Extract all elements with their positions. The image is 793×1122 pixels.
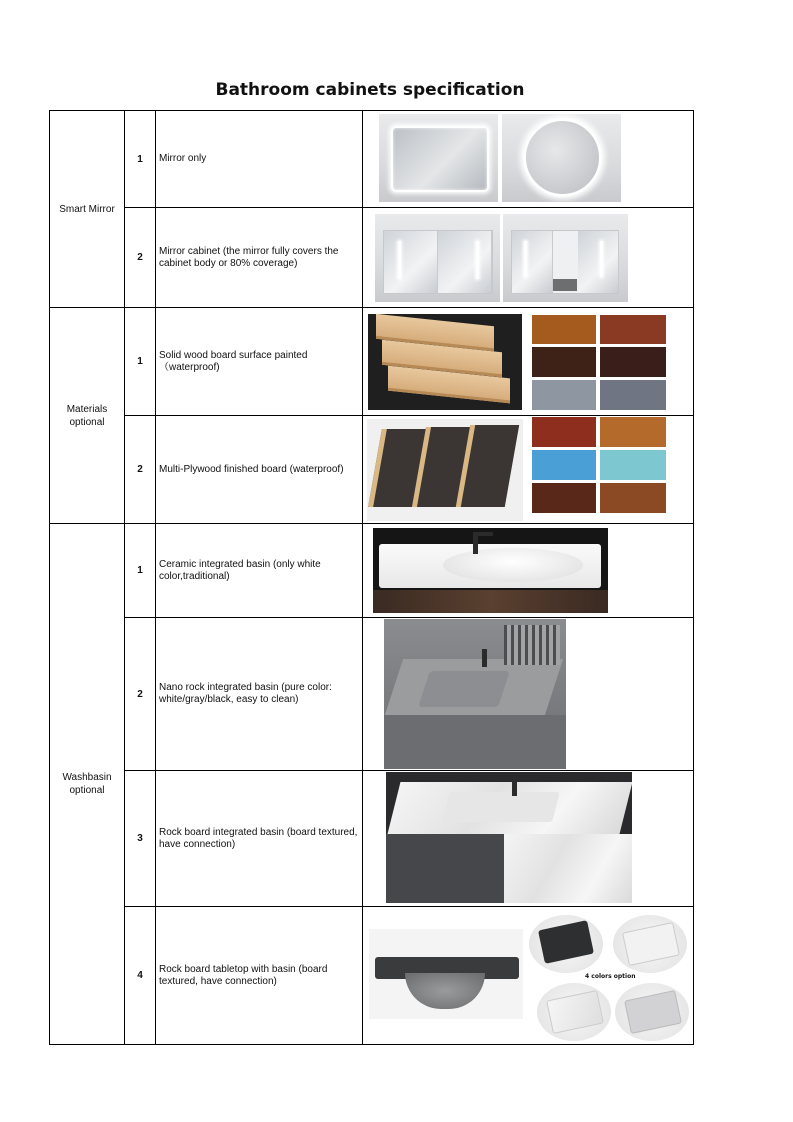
category-cell: Washbasin optional <box>50 524 125 1045</box>
row-number: 2 <box>125 208 156 308</box>
led-rect-mirror <box>391 126 489 192</box>
mirror-cabinet-open <box>511 230 619 294</box>
solid-wood-photo <box>368 314 522 410</box>
row-description: Mirror cabinet (the mirror fully covers the cabinet body or 80% coverage) <box>156 208 363 308</box>
color-swatch <box>532 450 596 480</box>
row-number: 2 <box>125 416 156 524</box>
mirror-cabinet-photo-open <box>503 214 628 302</box>
color-swatch <box>600 380 666 410</box>
product-image-cell <box>363 416 694 524</box>
rect-mirror-photo <box>379 114 498 202</box>
mirror-cabinet-photo-closed <box>375 214 500 302</box>
table-row <box>50 416 694 524</box>
color-option-caption: 4 colors option <box>585 973 636 980</box>
row-description: Nano rock integrated basin (pure color: white/gray/black, easy to clean) <box>156 618 363 771</box>
product-image-cell <box>363 618 694 771</box>
spec-table <box>49 110 694 1045</box>
row-description: Solid wood board surface painted （waterproof) <box>156 308 363 416</box>
color-swatch <box>532 380 596 410</box>
color-swatch <box>600 417 666 447</box>
product-image-cell <box>363 308 694 416</box>
table-row <box>50 771 694 907</box>
page-title: Bathroom cabinets specification <box>215 80 525 100</box>
led-round-mirror <box>523 118 602 197</box>
row-description: Rock board tabletop with basin (board textured, have connection) <box>156 907 363 1045</box>
color-option-marble <box>537 983 611 1041</box>
product-image-cell <box>363 771 694 907</box>
table-row <box>50 208 694 308</box>
color-option-grey <box>615 983 689 1041</box>
category-cell: Smart Mirror <box>50 111 125 308</box>
nano-rock-basin-photo <box>384 619 566 769</box>
row-description: Mirror only <box>156 111 363 208</box>
row-number: 1 <box>125 524 156 618</box>
row-number: 1 <box>125 111 156 208</box>
row-description: Rock board integrated basin (board textured, have connection) <box>156 771 363 907</box>
color-swatch <box>532 347 596 377</box>
color-swatch <box>532 417 596 447</box>
color-swatch <box>600 315 666 344</box>
round-mirror-photo <box>502 114 621 202</box>
table-row <box>50 308 694 416</box>
color-swatch <box>532 315 596 344</box>
color-option-black <box>529 915 603 973</box>
color-option-white <box>613 915 687 973</box>
row-description: Ceramic integrated basin (only white color,traditional) <box>156 524 363 618</box>
category-cell: Materials optional <box>50 308 125 524</box>
product-image-cell <box>363 524 694 618</box>
ceramic-basin-photo <box>373 528 608 613</box>
table-row <box>50 524 694 618</box>
row-description: Multi-Plywood finished board (waterproof) <box>156 416 363 524</box>
table-row <box>50 618 694 771</box>
product-image-cell <box>363 907 694 1045</box>
row-number: 2 <box>125 618 156 771</box>
plywood-photo <box>367 419 523 521</box>
product-image-cell <box>363 208 694 308</box>
rock-board-basin-photo <box>386 772 632 903</box>
row-number: 3 <box>125 771 156 907</box>
color-swatch <box>600 347 666 377</box>
product-image-cell <box>363 111 694 208</box>
color-swatch <box>532 483 596 513</box>
color-swatch <box>600 483 666 513</box>
mirror-cabinet-closed <box>383 230 493 294</box>
table-row <box>50 907 694 1045</box>
table-row <box>50 111 694 208</box>
color-swatch <box>600 450 666 480</box>
row-number: 1 <box>125 308 156 416</box>
row-number: 4 <box>125 907 156 1045</box>
tabletop-basin-photo <box>369 929 523 1019</box>
